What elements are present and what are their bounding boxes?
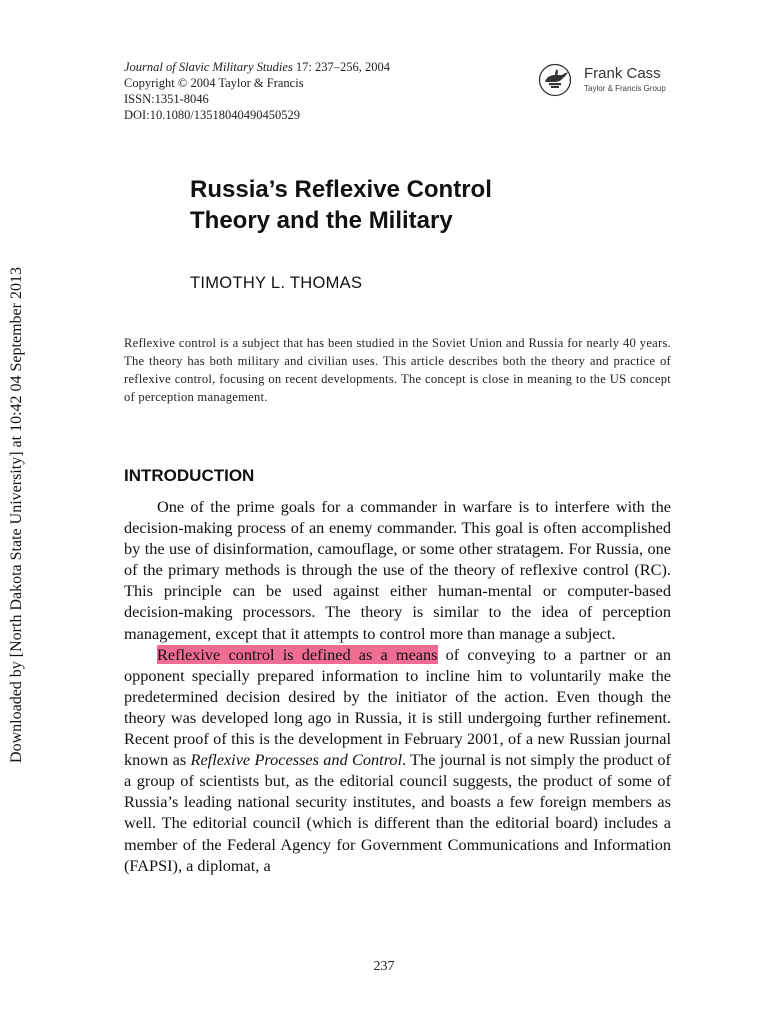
article-title-line1: Russia’s Reflexive Control [190,176,492,203]
publisher-name: Frank Cass [584,65,661,82]
paragraph-2 [124,644,671,876]
page-number: 237 [373,959,395,974]
journal-name: Journal of Slavic Military Studies [124,60,293,74]
abstract: Reflexive control is a subject that has been studied in the Soviet Union and Russia for nearly 40 years. The theory has both military and civilian uses. This article describes both the theory and practice of reflexive control, focusing on recent developments. The concept is close in meaning to the US concept of perception management. [124,336,671,404]
publisher-logo [538,62,678,102]
highlighted-text[interactable]: Reflexive control is defined as a means [157,644,438,664]
issn-line: ISSN:1351-8046 [124,92,209,106]
paragraph-2-text-1: of conveying to a partner or an opponent specially prepared information to incline him to voluntarily make the predetermined decision desired by the initiator of the action. Even though the theory was developed long ago in Russia, it is still undergoing further refinement. Recent proof of this is the development in February 2001, of a new Russian journal known as [124,644,672,770]
doi-line: DOI:10.1080/13518040490450529 [124,108,301,122]
article-title [190,174,650,236]
article-author: TIMOTHY L. THOMAS [190,274,363,292]
download-notice-text: Downloaded by [North Dakota State University] at 10:42 04 September 2013 [8,267,25,763]
publisher-group: Taylor & Francis Group [584,84,666,93]
section-heading: INTRODUCTION [124,466,255,485]
lamp-icon [538,62,578,98]
journal-citation: 17: 237–256, 2004 [292,60,390,74]
copyright-line: Copyright © 2004 Taylor & Francis [124,76,304,90]
body-text [124,496,671,876]
article-title-line2: Theory and the Military [190,207,453,234]
journal-citation-line [124,59,390,75]
journal-info [124,59,390,123]
paragraph-1: One of the prime goals for a commander in warfare is to interfere with the decision-making process of an enemy commander. This goal is often accomplished by the use of disinformation, camouflage, or some other stratagem. For Russia, one of the primary methods is through the use of the theory of reflexive control (RC). This principle can be used against either human-mental or computer-based decision-making processors. The theory is similar to the idea of perception management, except that it attempts to control more than manage a subject. [124,497,671,643]
journal-title-reference: Reflexive Processes and Control [190,750,403,770]
paragraph-2-text-2: . The journal is not simply the product of a group of scientists but, as the editorial council suggests, the product of some of Russia’s leading national security institutes, and boasts a few foreign members as well. The editorial council (which is different than the editorial board) includes a member of the Federal Agency for Government Communications and Information (FAPSI), a diplomat, a [124,750,671,875]
